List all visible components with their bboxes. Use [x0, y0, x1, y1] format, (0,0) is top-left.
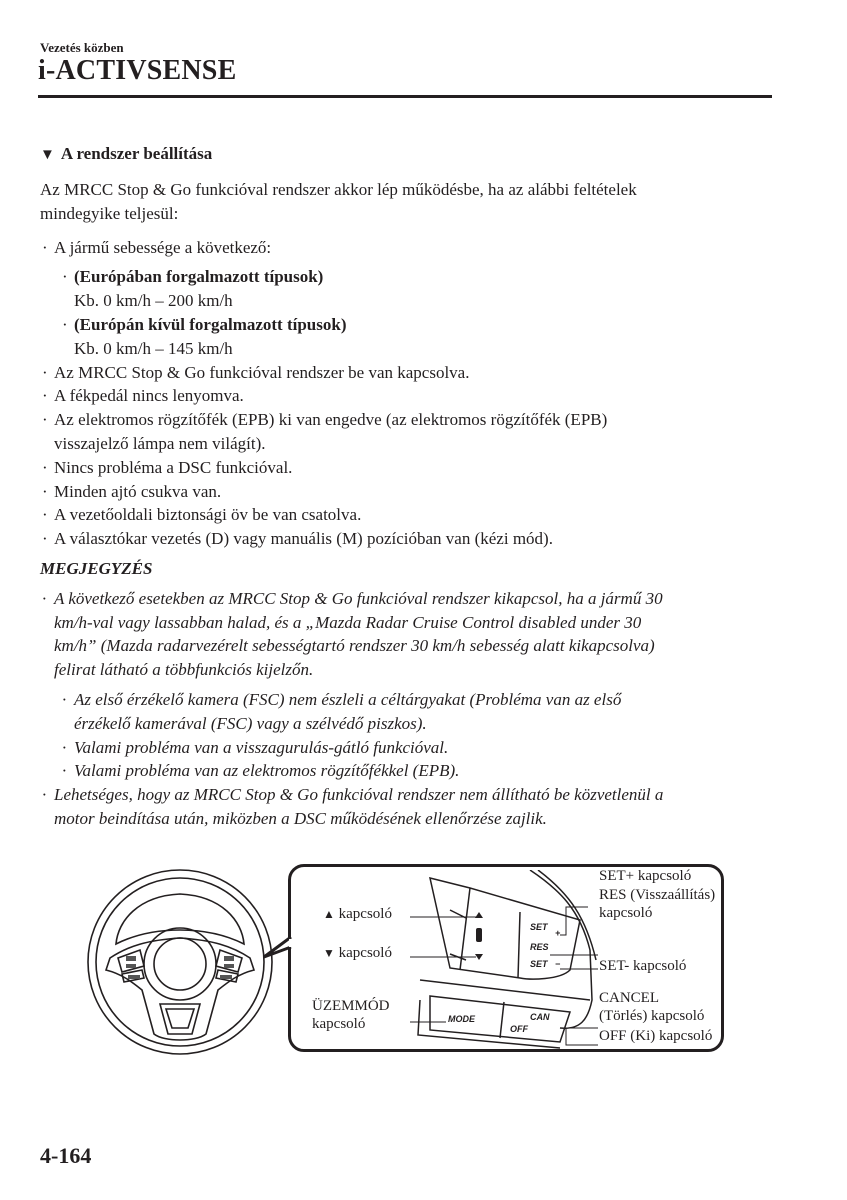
- can-switch-label: CAN: [530, 1012, 550, 1022]
- svg-text:−: −: [555, 959, 561, 969]
- note-item: · Lehetséges, hogy az MRCC Stop & Go funkcióval rendszer nem állítható be közvetlenül a motor beindítása után, miközben a DSC működésének ellenőrzése zajlik.: [42, 785, 664, 828]
- res-callout: RES (Visszaállítás) kapcsoló: [599, 887, 716, 921]
- off-callout: OFF (Ki) kapcsoló: [599, 1028, 713, 1044]
- note-subitem: · Az első érzékelő kamera (FSC) nem észleli a céltárgyakat (Probléma van az első érzékelő kamerával (FSC) vagy a szélvédő piszkos).: [62, 689, 622, 733]
- up-arrow-icon: [475, 912, 483, 918]
- section-label: Vezetés közben: [40, 40, 124, 55]
- condition-item: · A választókar vezetés (D) vagy manuális (M) pozícióban van (kézi mód).: [42, 529, 553, 549]
- section-heading-text: A rendszer beállítása: [60, 144, 213, 163]
- mode-switch-label: MODE: [448, 1014, 475, 1024]
- speed-range-item: · (Európában forgalmazott típusok) Kb. 0 km/h – 200 km/h: [62, 267, 324, 311]
- cancel-callout: CANCEL (Törlés) kapcsoló: [599, 990, 705, 1024]
- triangle-down-icon: ▼: [40, 147, 55, 163]
- condition-item: · Minden ajtó csukva van.: [42, 481, 222, 501]
- set-minus-switch-label: SET: [530, 959, 548, 969]
- condition-item: · A fékpedál nincs lenyomva.: [42, 386, 244, 406]
- condition-item: · A vezetőoldali biztonsági öv be van csatolva.: [42, 505, 362, 525]
- svg-text:+: +: [555, 928, 561, 938]
- title-divider: [38, 95, 772, 98]
- callout-pointer: [262, 935, 294, 965]
- page-title: i-ACTIVSENSE: [38, 55, 237, 86]
- res-switch-label: RES: [530, 942, 549, 952]
- section-heading: [40, 144, 212, 164]
- note-subitem: · Valami probléma van az elektromos rögzítőfékkel (EPB).: [62, 761, 460, 781]
- intro-line-2: mindegyike teljesül:: [40, 203, 179, 223]
- down-switch-callout: ▼ kapcsoló: [323, 945, 392, 961]
- down-arrow-icon: [475, 954, 483, 960]
- note-subitem: · Valami probléma van a visszagurulás-gátló funkcióval.: [62, 737, 449, 757]
- condition-item: · Az MRCC Stop & Go funkcióval rendszer be van kapcsolva.: [42, 362, 470, 382]
- up-triangle-icon: ▲: [323, 907, 335, 921]
- condition-item: · A jármű sebessége a következő:: [42, 237, 272, 257]
- condition-item: · Nincs probléma a DSC funkcióval.: [42, 457, 293, 477]
- speed-range-item: · (Európán kívül forgalmazott típusok) Kb. 0 km/h – 145 km/h: [62, 314, 347, 358]
- off-switch-label: OFF: [510, 1024, 528, 1034]
- down-triangle-icon: ▼: [323, 946, 335, 960]
- up-switch-callout: ▲ kapcsoló: [323, 906, 392, 922]
- page-number: 4-164: [40, 1143, 92, 1168]
- body-text: [40, 178, 780, 831]
- set-minus-callout: SET- kapcsoló: [599, 958, 687, 974]
- distance-icon: [476, 928, 482, 942]
- mode-switch-callout: ÜZEMMÓD kapcsoló: [312, 998, 390, 1032]
- intro-line-1: Az MRCC Stop & Go funkcióval rendszer akkor lép működésbe, ha az alábbi feltételek: [40, 180, 637, 199]
- steering-switch-illustration: [410, 870, 610, 1050]
- set-plus-switch-label: SET: [530, 922, 548, 932]
- note-item: · A következő esetekben az MRCC Stop & Go funkcióval rendszer kikapcsol, ha a jármű 30 km/h-val vagy lassabban halad, és a „Mazda Radar Cruise Control disabled under 30 km/h” (Mazda radarvezérelt sebességtartó rendszer 30 km/h sebesség alatt kikapcsolva) felirat látható a többfunkciós kijelzőn.: [42, 588, 663, 680]
- note-title: MEGJEGYZÉS: [40, 558, 153, 578]
- set-plus-callout: SET+ kapcsoló: [599, 868, 692, 884]
- condition-item: · Az elektromos rögzítőfék (EPB) ki van engedve (az elektromos rögzítőfék (EPB) visszajelző lámpa nem világít).: [42, 410, 608, 453]
